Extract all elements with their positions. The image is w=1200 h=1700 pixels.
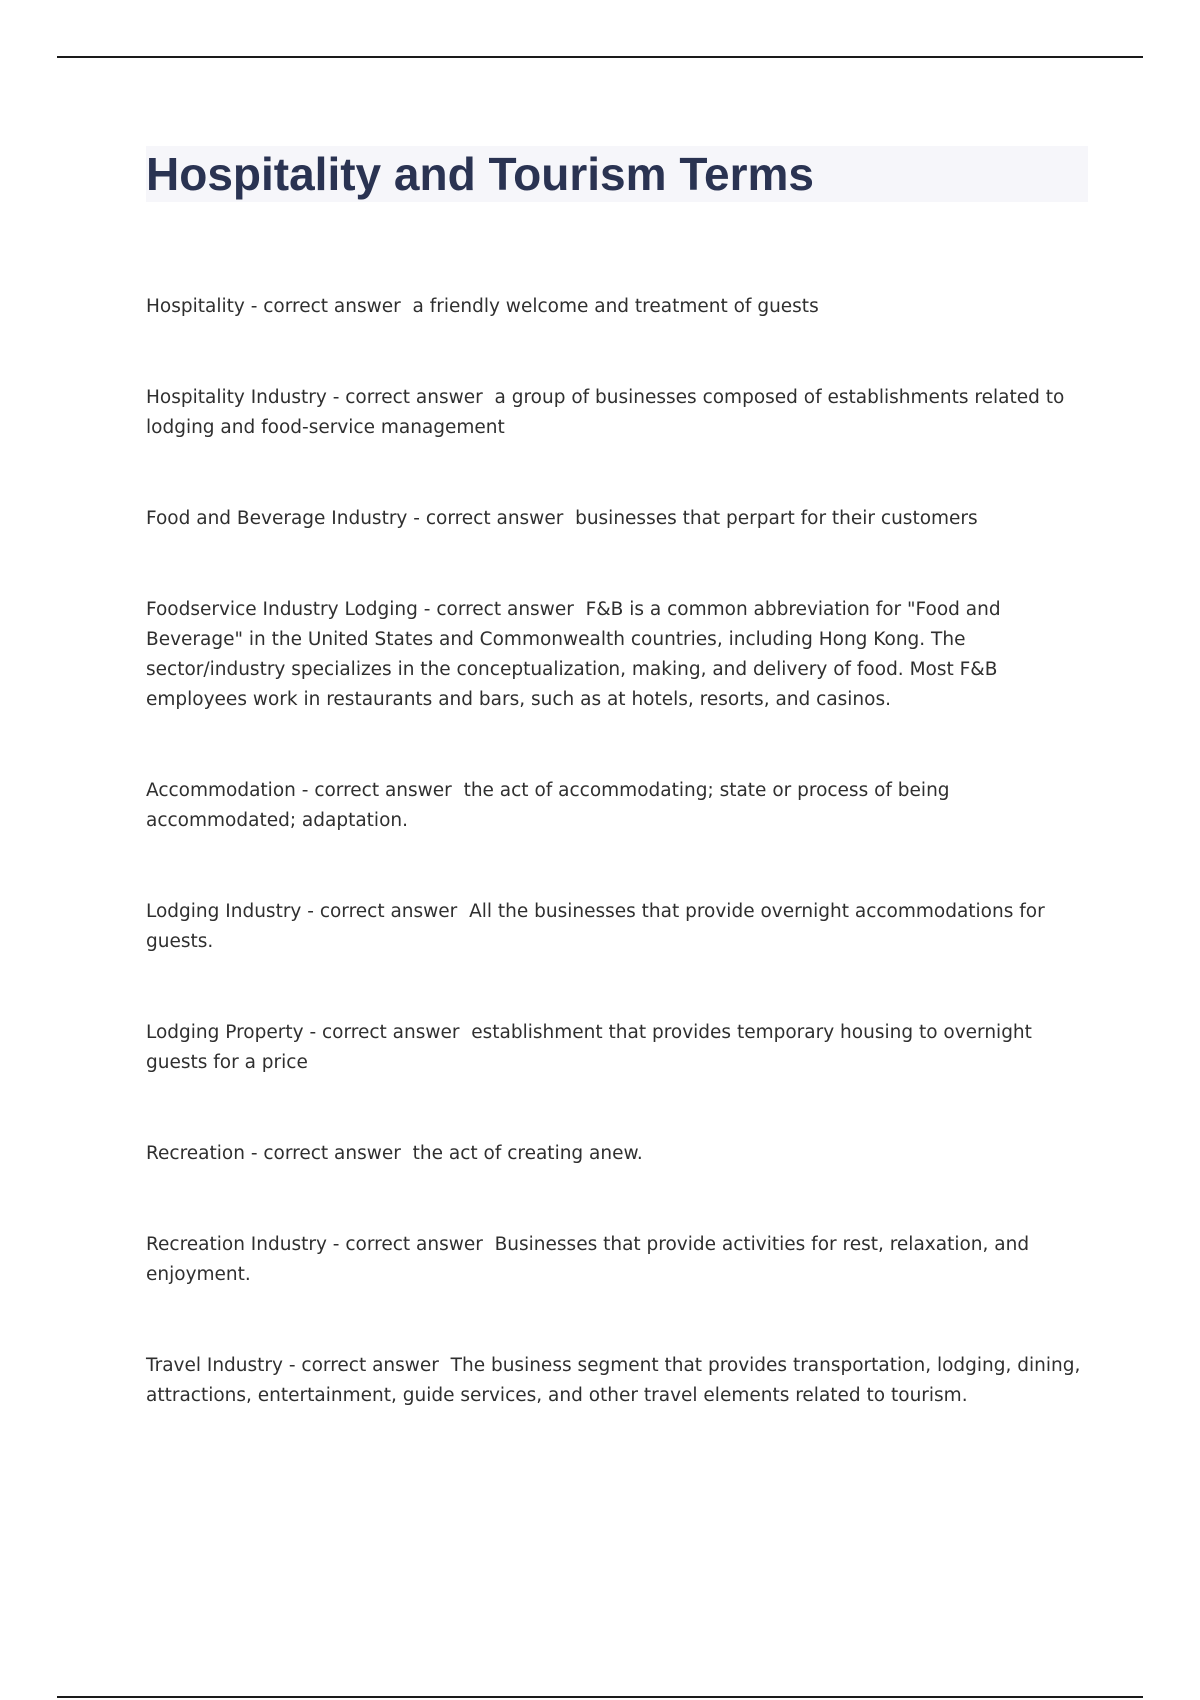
term-definition: the act of creating anew. [412, 1143, 643, 1164]
term-separator: - [244, 296, 264, 317]
page-title: Hospitality and Tourism Terms [146, 148, 814, 200]
term-definition: establishment that provides temporary housing to overnight guests for a price [146, 1022, 1032, 1073]
term-separator: - [301, 901, 320, 922]
term-separator: - [282, 1355, 302, 1376]
term-item [146, 1351, 1091, 1411]
term-definition: the act of accommodating; state or process of being accommodated; adaptation. [146, 780, 950, 831]
term-separator: - [303, 1022, 322, 1043]
answer-label: correct answer [345, 1234, 483, 1255]
term-name: Lodging Industry [146, 901, 302, 922]
term-definition: The business segment that provides transportation, lodging, dining, attractions, entertainment, guide services, and other travel elements related to tourism. [146, 1355, 1081, 1406]
term-item [146, 292, 1091, 322]
term-definition: a group of businesses composed of establishments related to lodging and food-service management [146, 387, 1065, 438]
term-item [146, 1018, 1091, 1078]
term-definition: a friendly welcome and treatment of guests [412, 296, 819, 317]
term-name: Food and Beverage Industry [146, 508, 408, 529]
answer-label: correct answer [425, 508, 564, 529]
term-definition: All the businesses that provide overnight accommodations for guests. [146, 901, 1045, 952]
term-name: Hospitality Industry [146, 387, 327, 408]
top-rule [57, 56, 1143, 58]
term-name: Recreation [146, 1143, 245, 1164]
term-definition: Businesses that provide activities for rest, relaxation, and enjoyment. [146, 1234, 1030, 1285]
term-definition: F&B is a common abbreviation for "Food and Beverage" in the United States and Commonwealth countries, including Hong Kong. The sector/industry specializes in the conceptualization, making, and delivery of food. Most F&B employees work in restaurants and bars, such as at hotels, resorts, and casinos. [146, 599, 1001, 710]
term-separator: - [407, 508, 426, 529]
answer-label: correct answer [322, 1022, 460, 1043]
answer-label: correct answer [319, 901, 458, 922]
term-name: Foodservice Industry Lodging [146, 599, 418, 620]
bottom-rule [57, 1696, 1143, 1698]
term-separator: - [326, 1234, 346, 1255]
term-item [146, 1139, 1091, 1169]
term-name: Accommodation [146, 780, 296, 801]
term-list [146, 292, 1091, 1472]
term-name: Recreation Industry [146, 1234, 327, 1255]
answer-label: correct answer [263, 1143, 401, 1164]
term-name: Lodging Property [146, 1022, 304, 1043]
term-separator: - [295, 780, 315, 801]
term-name: Travel Industry [146, 1355, 283, 1376]
answer-label: correct answer [345, 387, 483, 408]
term-item [146, 1230, 1091, 1290]
answer-label: correct answer [263, 296, 401, 317]
term-name: Hospitality [146, 296, 245, 317]
term-definition: businesses that perpart for their customers [575, 508, 978, 529]
term-item [146, 897, 1091, 957]
answer-label: correct answer [436, 599, 574, 620]
answer-label: correct answer [301, 1355, 439, 1376]
term-separator: - [244, 1143, 264, 1164]
term-item [146, 504, 1091, 534]
term-separator: - [326, 387, 346, 408]
answer-label: correct answer [314, 780, 452, 801]
term-item [146, 776, 1091, 836]
term-item [146, 595, 1091, 715]
term-separator: - [417, 599, 437, 620]
term-item [146, 383, 1091, 443]
